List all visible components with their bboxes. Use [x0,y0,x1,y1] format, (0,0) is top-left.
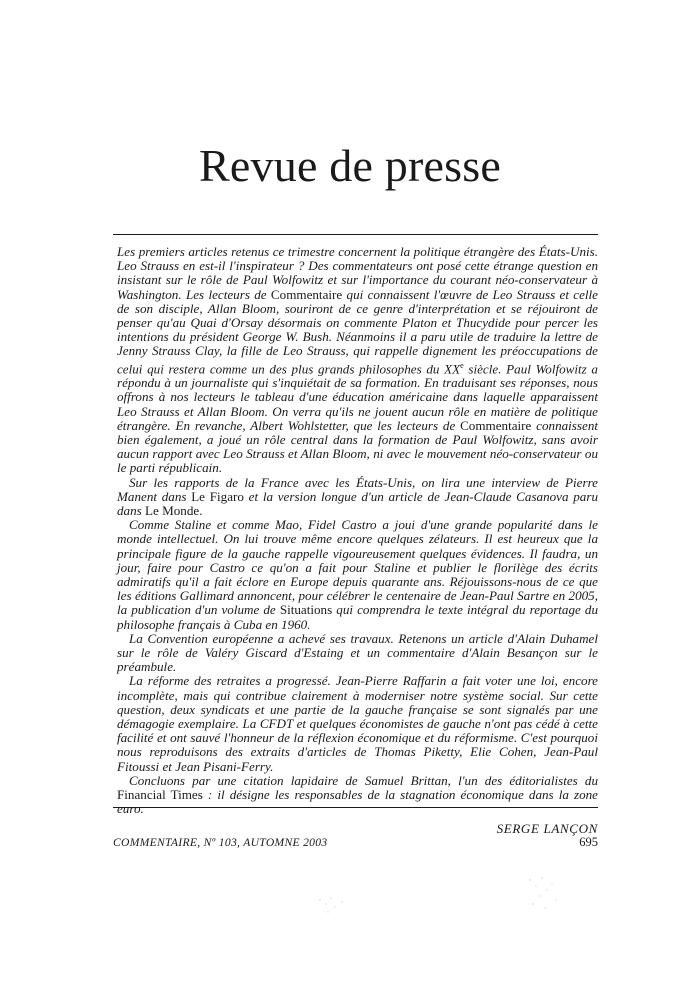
text-run: qui comprendra le texte intégral du reportage du philosophe français à Cuba en 1960. [117,602,598,632]
text-run: Concluons par une citation lapidaire de Samuel Brittan, l'un des éditorialistes du [129,772,598,788]
article-body [117,245,598,837]
newspaper-name: Financial Times [117,787,203,803]
paragraph-conclusion [117,774,598,817]
top-divider [113,234,598,235]
bottom-divider [113,807,598,808]
page-title: Revue de presse [199,140,501,191]
superscript: e [460,360,464,370]
paragraph-france-usa [117,476,598,519]
paragraph-retraites: La réforme des retraites a progressé. Jean-Pierre Raffarin a fait voter une loi, encore incomplète, mais qui contribue clairement à moderniser notre système social. Sur cette question, deux syndicats et une partie de la gauche française se sont signalés par une démagogie exemplaire. La CFDT et quelques économistes de gauche n'ont pas cédé à cette facilité et ont sauvé l'honneur de la réflexion économique et du réformisme. C'est pourquoi nous reproduisons des extraits d'articles de Thomas Piketty, Elie Cohen, Jean-Paul Fitoussi et Jean Pisani-Ferry. [117,673,598,774]
journal-name: Commentaire [460,417,532,433]
journal-name: Commentaire [270,286,343,302]
text-run: Sur les rapports de la France avec les États-Unis, on lira une interview de Pierre Manent dans [117,474,598,504]
text-run: Les premiers articles retenus ce trimestre concernent la politique étrangère des États-Unis. Leo Strauss en est-il l'inspirateur ? Des commentateurs ont posé cette étrange question en insistant sur le rôle de Paul Wolfowitz et sur l'importance du courant néo-conservateur à Washington. Les lecteurs de [117,244,598,302]
page-number: 695 [579,835,598,849]
text-run: : il désigne les responsables de la stagnation économique dans la zone euro. [117,787,598,817]
book-title: Situations [279,602,333,618]
footer-journal-issue: COMMENTAIRE, Nº 103, AUTOMNE 2003 [113,836,328,849]
paragraph-castro [117,518,598,632]
text-run: Comme Staline et comme Mao, Fidel Castro a joui d'une grande popularité dans le monde intellectuel. On lui trouve même encore quelques zélateurs. Il est heureux que la principale figure de la gauche rappelle vigoureusement quelques évidences. Il faudra, un jour, faire pour Castro ce qu'on a fait pour Staline et publier le florilège des écrits admiratifs qu'il a fait éclore en Europe depuis quarante ans. Réjouissons-nous de ce que les éditions Gallimard annoncent, pour célébrer le centenaire de Jean-Paul Sartre en 2005, la publication d'un volume de [117,517,598,618]
scan-specks [300,860,600,940]
paragraph-convention: La Convention européenne a achevé ses travaux. Retenons un article d'Alain Duhamel sur le rôle de Valéry Giscard d'Estaing et un commentaire d'Alain Besançon sur le préambule. [117,630,598,675]
text-run: connaissent bien également, a joué un rôle central dans la formation de Paul Wolfowitz, sans avoir aucun rapport avec Leo Strauss et Allan Bloom, ni avec le mouvement néo-conservateur ou le parti républicain. [117,417,598,476]
paragraph-strauss [117,245,598,476]
newspaper-name: Le Figaro [191,488,244,504]
author-signature: SERGE LANÇON [496,821,598,837]
text-run: siècle. Paul Wolfowitz a répondu à un journaliste qui s'inquiétait de sa formation. En traduisant ses réponses, nous offrons à nos lecteurs le tableau d'une éducation américaine dans laquelle apparaissent Leo Strauss et Allan Bloom. On verra qu'ils ne jouent aucun rôle en matière de politique étrangère. En revanche, Albert Wohlstetter, que les lecteurs de [117,360,598,433]
text-run: . [199,503,203,519]
text-run: qui connaissent l'œuvre de Leo Strauss et celle de son disciple, Allan Bloom, souriront de ce genre d'interprétation et se réjouiront de penser qu'au Quai d'Orsay désormais on commente Platon et Thucydide pour percer les intentions du président George W. Bush. Néanmoins il a paru utile de traduire la lettre de Jenny Strauss Clay, la fille de Leo Strauss, qui rappelle dignement les préoccupations de celui qui restera comme un des plus grands philosophes du XX [117,286,598,376]
text-run: et la version longue d'un article de Jean-Claude Casanova paru dans [117,488,598,519]
newspaper-name: Le Monde [145,503,200,519]
